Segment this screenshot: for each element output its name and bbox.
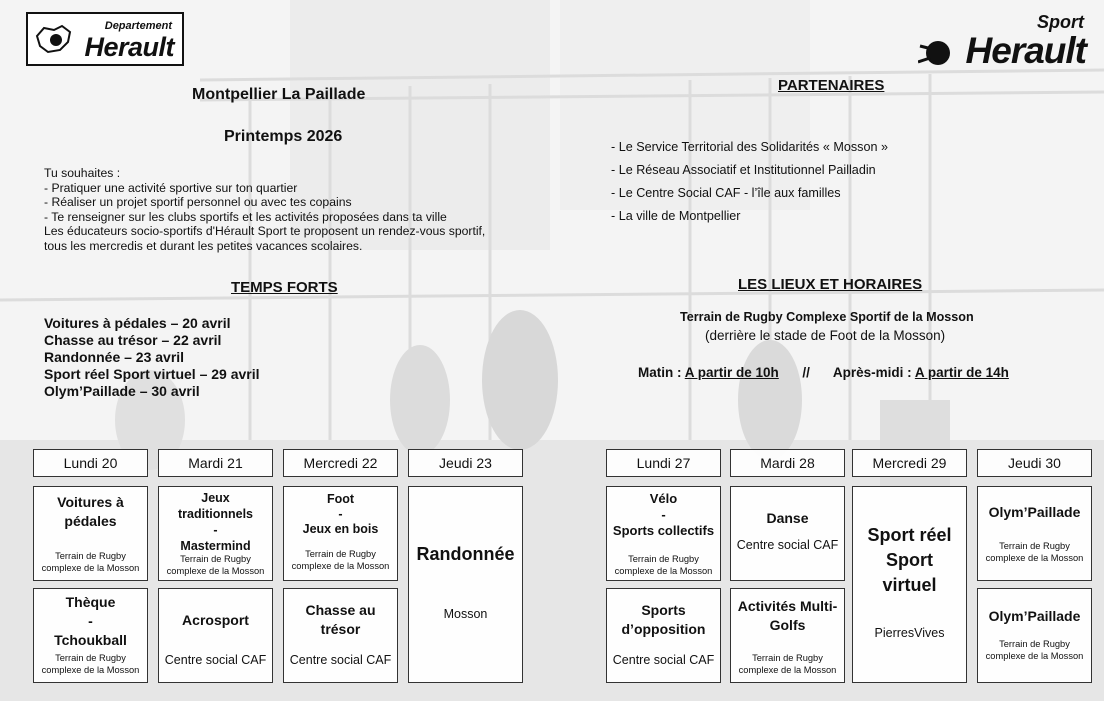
activity-velo-sports-collectifs [606,486,721,581]
place-line: Terrain de Rugby [180,554,251,564]
activity-voitures-a-pedales [33,486,148,581]
temps-forts-list [44,315,260,400]
day-header-mercredi-22: Mercredi 22 [283,449,398,477]
place-line: complexe de la Mosson [985,552,1084,563]
temps-fort-item: Sport réel Sport virtuel – 29 avril [44,366,260,382]
activity-name: Sports collectifs [612,523,715,538]
day-header-mardi-21: Mardi 21 [158,449,273,477]
activity-name: Foot [326,492,355,506]
day-header-mercredi-29: Mercredi 29 [852,449,967,477]
logo-sport-herault-label: Herault [965,30,1086,71]
activity-name: Activités Multi- [737,598,838,614]
horaires-line [638,365,1009,380]
activity-name: pédales [64,513,117,529]
aprem-label: Après-midi : [832,365,912,380]
activity-name: Sport réel [867,525,952,545]
logo-sport-label: Sport [1037,12,1084,32]
place-line: Terrain de Rugby [55,653,126,663]
intro-line: - Réaliser un projet sportif personnel ou avec tes copains [44,195,352,210]
activity-name: - [88,613,93,629]
activity-place [986,639,1084,662]
partenaire-item: - Le Réseau Associatif et Institutionnel Pailladin [611,163,876,177]
place-line: complexe de la Mosson [291,560,390,571]
ball-icon [918,38,954,68]
place-line: complexe de la Mosson [166,565,265,576]
activity-chasse-au-tresor [283,588,398,683]
activity-randonnee [408,486,523,683]
activity-olympaillade-pm [977,588,1092,683]
place-line: Terrain de Rugby [55,551,126,561]
season-title: Printemps 2026 [224,128,343,145]
herault-sport-logo [918,10,1090,72]
activity-name: Vélo [649,491,678,506]
place-line: Terrain de Rugby [305,549,376,559]
activity-name: - [213,523,218,537]
place-line: Terrain de Rugby [752,653,823,663]
activity-place [739,653,837,676]
activity-name: Olym’Paillade [988,504,1081,520]
day-header-lundi-27: Lundi 27 [606,449,721,477]
activity-name: Jeux en bois [302,522,379,536]
venue-name: Terrain de Rugby Complexe Sportif de la Mosson [680,310,974,324]
activity-place: Centre social CAF [612,653,715,667]
place-line: Terrain de Rugby [999,639,1070,649]
temps-fort-item: Chasse au trésor – 22 avril [44,332,222,348]
intro-line: tous les mercredis et durant les petites vacances scolaires. [44,238,363,253]
activity-name: Randonnée [416,544,515,564]
place-line: complexe de la Mosson [985,650,1084,661]
activity-name: Golfs [769,617,806,633]
activity-sport-reel-sport-virtuel [852,486,967,683]
activity-name: Voitures à [57,494,124,510]
activity-sports-d-opposition [606,588,721,683]
place-line: complexe de la Mosson [614,565,713,576]
activity-name: Tchoukball [54,632,127,648]
activity-acrosport [158,588,273,683]
day-header-mardi-28: Mardi 28 [730,449,845,477]
activity-place: PierresVives [874,626,945,640]
intro-line: Les éducateurs socio-sportifs d'Hérault Sport te proposent un rendez-vous sportif, [44,224,486,239]
partenaire-item: - La ville de Montpellier [611,209,741,223]
venue-note: (derrière le stade de Foot de la Mosson) [705,328,946,343]
temps-fort-item: Olym’Paillade – 30 avril [44,383,200,399]
day-header-jeudi-30: Jeudi 30 [977,449,1092,477]
activity-name: trésor [320,621,361,637]
intro-text [44,166,564,254]
activity-danse [730,486,845,581]
intro-line: Tu souhaites : [44,166,121,180]
place-line: complexe de la Mosson [41,562,140,573]
departement-herault-logo [26,12,184,66]
activity-place: Centre social CAF [289,653,392,667]
place-line: complexe de la Mosson [738,664,837,675]
activity-name: Jeux traditionnels [177,491,253,521]
herault-map-icon [34,24,74,56]
activity-jeux-traditionnels-mastermind [158,486,273,581]
activity-name: virtuel [882,575,937,595]
activity-place [292,549,390,572]
logo-herault-label: Herault [84,32,174,62]
activity-name: - [661,507,666,522]
activity-name: - [338,507,343,521]
activity-name: Danse [766,510,809,526]
activity-place [615,554,713,577]
place-line: Terrain de Rugby [999,541,1070,551]
activity-name: Acrosport [182,612,249,628]
aprem-value: A partir de 14h [914,365,1009,380]
activity-name: Olym’Paillade [988,608,1081,624]
matin-value: A partir de 10h [684,365,779,380]
lieux-heading: LES LIEUX ET HORAIRES [738,276,923,293]
activity-name: Mastermind [180,539,251,553]
activity-theque-tchoukball [33,588,148,683]
temps-forts-heading: TEMPS FORTS [231,279,338,296]
activity-name: Chasse au [305,602,376,618]
logo-departement-label: Departement [104,20,172,32]
activity-place: Centre social CAF [736,538,839,552]
temps-fort-item: Voitures à pédales – 20 avril [44,315,231,331]
intro-line: - Te renseigner sur les clubs sportifs et les activités proposées dans ta ville [44,209,447,224]
activity-olympaillade-am [977,486,1092,581]
activity-multi-golfs [730,588,845,683]
intro-line: - Pratiquer une activité sportive sur ton quartier [44,180,298,195]
location-title: Montpellier La Paillade [192,86,366,103]
partenaire-item: - Le Service Territorial des Solidarités « Mosson » [611,140,888,154]
partenaires-list [611,136,888,228]
activity-name: d’opposition [621,621,706,637]
activity-foot-jeux-en-bois [283,486,398,581]
day-header-lundi-20: Lundi 20 [33,449,148,477]
temps-fort-item: Randonnée – 23 avril [44,349,185,365]
activity-place [167,554,265,577]
matin-label: Matin : [638,365,682,380]
partenaire-item: - Le Centre Social CAF - l’île aux familles [611,186,841,200]
activity-place: Mosson [443,607,488,621]
activity-name: Sport [886,550,933,570]
activity-place [42,551,140,574]
place-line: complexe de la Mosson [41,664,140,675]
separator: // [802,365,810,380]
activity-place: Centre social CAF [164,653,267,667]
activity-name: Sports [641,602,686,618]
place-line: Terrain de Rugby [628,554,699,564]
activity-place [42,653,140,676]
partenaires-heading: PARTENAIRES [778,77,885,94]
activity-name: Thèque [65,594,116,610]
day-header-jeudi-23: Jeudi 23 [408,449,523,477]
activity-place [986,541,1084,564]
